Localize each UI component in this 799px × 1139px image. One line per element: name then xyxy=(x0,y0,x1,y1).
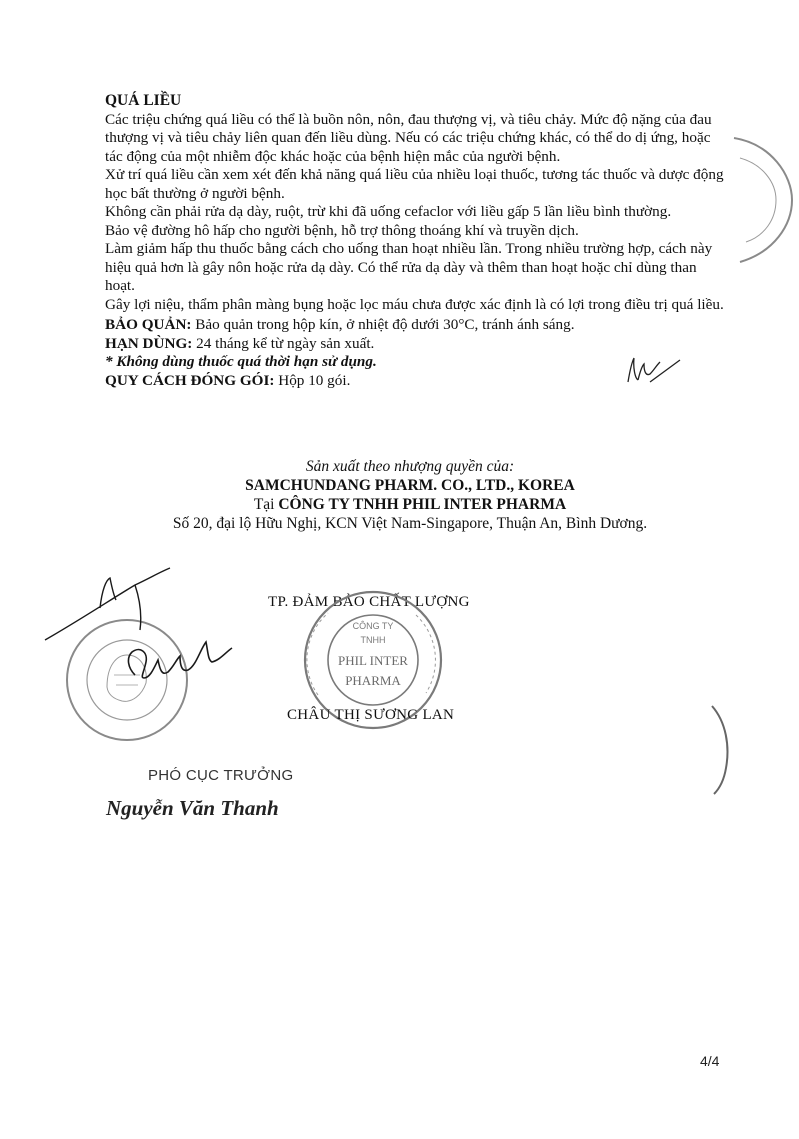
overdose-paragraph-5: Làm giảm hấp thu thuốc bằng cách cho uống than hoạt nhiều lần. Trong nhiều trường hợp, cách này hiệu quả hơn là gây nôn hoặc rửa dạ dày. Có thể rửa dạ dày và thêm than hoạt hoặc chỉ dùng than hoạt. xyxy=(105,240,713,294)
authority-title: PHÓ CỤC TRƯỞNG xyxy=(148,767,294,784)
manufacturer-block xyxy=(60,457,760,533)
storage-text: Bảo quản trong hộp kín, ở nhiệt độ dưới 30°C, tránh ánh sáng. xyxy=(191,316,575,333)
quality-signer: CHÂU THỊ SƯƠNG LAN xyxy=(287,707,455,723)
overdose-paragraph-1: Các triệu chứng quá liều có thể là buồn nôn, nôn, đau thượng vị, và tiêu chảy. Mức độ nặng của đau thượng vị và tiêu chảy liên quan đến liều dùng. Nếu có các triệu chứng khác, có thể do dị ứng, hoặc tác động của một nhiễm độc khác hoặc của bệnh hiện mắc của người bệnh. xyxy=(105,110,712,165)
manufacturer-intro: Sản xuất theo nhượng quyền của: xyxy=(305,458,515,475)
overdose-section xyxy=(105,92,725,390)
overdose-paragraph-6: Gây lợi niệu, thẩm phân màng bụng hoặc lọc máu chưa được xác định là có lợi trong điều trị quá liều. xyxy=(105,295,724,313)
licensor-name: SAMCHUNDANG PHARM. CO., LTD., KOREA xyxy=(245,477,575,494)
overdose-paragraph-2: Xử trí quá liều cần xem xét đến khả năng quá liều của nhiều loại thuốc, tương tác thuốc và dược động học bất thường ở người bệnh. xyxy=(105,166,724,202)
stamp-line-2: TNHH xyxy=(360,635,386,645)
expiry-label: HẠN DÙNG: xyxy=(105,334,193,352)
packaging-label: QUY CÁCH ĐÓNG GÓI: xyxy=(105,371,275,389)
company-name: CÔNG TY TNHH PHIL INTER PHARMA xyxy=(278,496,567,513)
authority-signature xyxy=(40,560,260,710)
partial-stamp-right-bottom xyxy=(700,700,740,800)
stamp-line-3: PHIL INTER xyxy=(338,653,408,668)
storage-label: BẢO QUẢN: xyxy=(105,316,192,333)
overdose-heading: QUÁ LIỀU xyxy=(105,92,182,109)
initial-signature-mark xyxy=(620,352,690,392)
at-prefix: Tại xyxy=(253,496,279,513)
stamp-line-4: PHARMA xyxy=(345,673,401,688)
packaging-text: Hộp 10 gói. xyxy=(274,371,351,389)
authority-name: Nguyễn Văn Thanh xyxy=(106,796,279,820)
partial-stamp-right-top xyxy=(726,130,799,270)
overdose-paragraph-3: Không cần phải rửa dạ dày, ruột, trừ khi đã uống cefaclor với liều gấp 5 lần liều bình thường. xyxy=(105,203,672,220)
manufacturing-company-line xyxy=(60,495,760,514)
company-address: Số 20, đại lộ Hữu Nghị, KCN Việt Nam-Singapore, Thuận An, Bình Dương. xyxy=(172,515,648,532)
overdose-paragraph-4: Bảo vệ đường hô hấp cho người bệnh, hỗ trợ thông thoáng khí và truyền dịch. xyxy=(105,221,579,239)
expiry-text: 24 tháng kể từ ngày sản xuất. xyxy=(192,334,375,352)
quality-title: TP. ĐẢM BẢO CHẤT LƯỢNG xyxy=(268,594,470,610)
storage-line xyxy=(105,316,725,335)
page-number: 4/4 xyxy=(700,1053,720,1069)
stamp-line-1: CÔNG TY xyxy=(352,621,394,631)
expiry-line xyxy=(105,335,725,354)
expiry-warning: * Không dùng thuốc quá thời hạn sử dụng. xyxy=(105,353,377,370)
